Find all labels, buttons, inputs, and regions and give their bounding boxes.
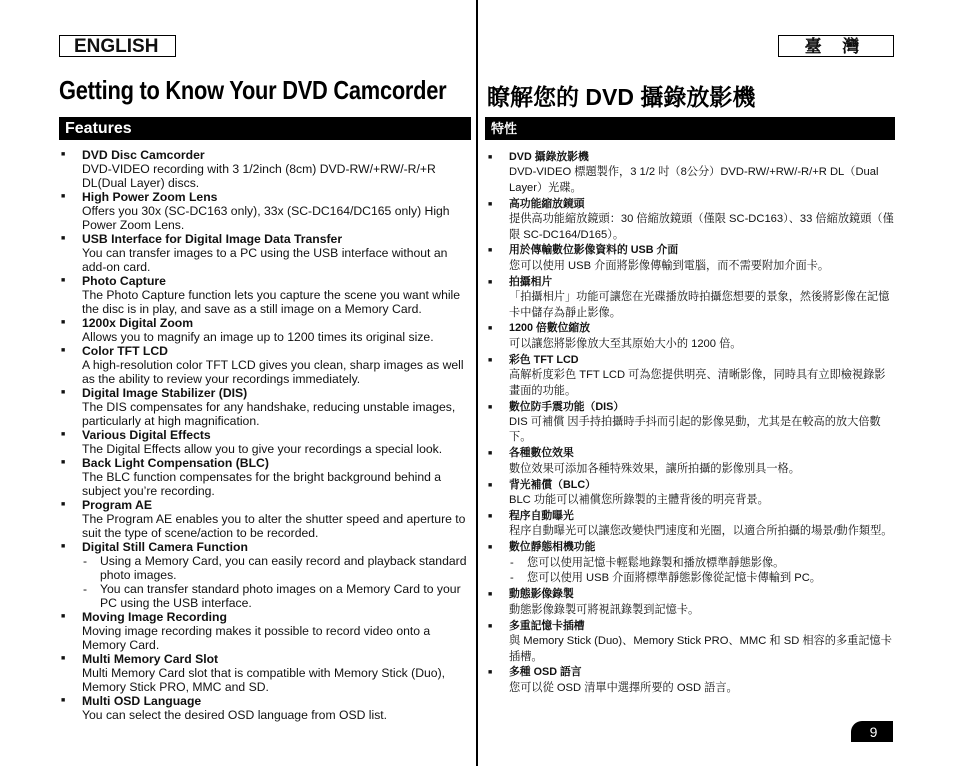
feature-title: 高功能縮放鏡頭 <box>509 197 585 210</box>
feature-sub-list <box>509 556 895 587</box>
dash-marker: - <box>510 572 514 585</box>
feature-sub-item <box>509 556 895 571</box>
feature-description: Offers you 30x (SC-DC163 only), 33x (SC-DC164/DC165 only) High Power Zoom Lens. <box>82 204 450 232</box>
feature-item <box>487 275 895 321</box>
feature-description: DVD-VIDEO recording with 3 1/2inch (8cm) DVD-RW/+RW/-R/+R DL(Dual Layer) discs. <box>82 162 436 190</box>
feature-item <box>487 446 895 477</box>
bullet-icon: ■ <box>488 278 493 286</box>
features-column-english <box>60 148 472 722</box>
feature-description: DIS 可補償 因手持拍攝時手抖而引起的影像晃動，尤其是在較高的放大倍數下。 <box>509 415 881 444</box>
feature-sub-item <box>82 582 472 610</box>
column-divider <box>476 0 478 766</box>
feature-sub-item <box>509 571 895 586</box>
section-heading-english: Features <box>59 117 471 140</box>
feature-description: 程序自動曝光可以讓您改變快門速度和光圈，以適合所拍攝的場景/動作類型。 <box>509 525 893 538</box>
feature-sub-text: 您可以使用記憶卡輕鬆地錄製和播放標準靜態影像。 <box>527 556 785 569</box>
bullet-icon: ■ <box>61 697 66 704</box>
feature-description: DVD-VIDEO 標題製作，3 1/2 吋（8公分）DVD-RW/+RW/-R/+R DL（Dual Layer）光碟。 <box>509 166 879 194</box>
feature-title: Digital Still Camera Function <box>82 540 248 554</box>
feature-item <box>487 321 895 352</box>
feature-description: Multi Memory Card slot that is compatible with Memory Stick (Duo), Memory Stick PRO, MMC and SD. <box>82 666 446 694</box>
feature-title: 數位靜態相機功能 <box>509 541 596 554</box>
feature-description: BLC 功能可以補償您所錄製的主體背後的明亮背景。 <box>509 493 769 506</box>
bullet-icon: ■ <box>61 501 66 508</box>
dash-marker: - <box>510 556 514 569</box>
feature-title: 1200 倍數位縮放 <box>509 322 591 335</box>
bullet-icon: ■ <box>488 403 493 411</box>
feature-item <box>487 400 895 446</box>
feature-description: 提供高功能縮放鏡頭：30 倍縮放鏡頭（僅限 SC-DC163）、33 倍縮放鏡頭（僅限 SC-DC164/D165）。 <box>509 213 894 241</box>
feature-list-english <box>60 148 472 722</box>
bullet-icon: ■ <box>488 200 493 208</box>
bullet-icon: ■ <box>61 151 66 158</box>
feature-description: You can select the desired OSD language from OSD list. <box>82 708 388 722</box>
feature-sub-text: 您可以使用 USB 介面將標準靜態影像從記憶卡傳輸到 PC。 <box>527 572 821 585</box>
feature-description: The Photo Capture function lets you capture the scene you want while the disc is in play, and save as a still image on a Memory Card. <box>82 288 461 316</box>
feature-description: You can transfer images to a PC using the USB interface without an add-on card. <box>82 246 448 274</box>
bullet-icon: ■ <box>488 247 493 255</box>
feature-title: Digital Image Stabilizer (DIS) <box>82 386 248 400</box>
bullet-icon: ■ <box>61 655 66 662</box>
feature-item <box>487 619 895 665</box>
feature-description: Moving image recording makes it possible to record video onto a Memory Card. <box>82 624 431 652</box>
feature-description: 動態影像錄製可將視訊錄製到記憶卡。 <box>509 603 700 616</box>
feature-item <box>487 478 895 509</box>
feature-title: Program AE <box>82 498 152 512</box>
feature-item <box>487 540 895 587</box>
bullet-icon: ■ <box>61 319 66 326</box>
language-label-english: ENGLISH <box>59 35 176 57</box>
feature-item <box>487 150 895 196</box>
feature-description: 您可以從 OSD 清單中選擇所要的 OSD 語言。 <box>509 681 738 694</box>
feature-item <box>60 428 472 456</box>
feature-title: High Power Zoom Lens <box>82 190 218 204</box>
feature-item <box>487 197 895 243</box>
feature-title: 多種 OSD 語言 <box>509 666 582 679</box>
feature-title: Various Digital Effects <box>82 428 211 442</box>
feature-title: USB Interface for Digital Image Data Transfer <box>82 232 343 246</box>
feature-title: 數位防手震功能（DIS） <box>509 400 625 413</box>
dash-marker: - <box>83 582 88 596</box>
page-number: 9 <box>851 721 893 742</box>
page-title-taiwan: 瞭解您的 DVD 攝錄放影機 <box>487 84 756 110</box>
bullet-icon: ■ <box>61 389 66 396</box>
feature-item <box>60 316 472 344</box>
feature-description: The DIS compensates for any handshake, reducing unstable images, particularly at high magnification. <box>82 400 456 428</box>
feature-description: The Digital Effects allow you to give your recordings a special look. <box>82 442 443 456</box>
feature-title: DVD 攝錄放影機 <box>509 151 589 163</box>
bullet-icon: ■ <box>488 512 493 520</box>
bullet-icon: ■ <box>61 459 66 466</box>
feature-item <box>487 587 895 618</box>
bullet-icon: ■ <box>488 622 493 630</box>
feature-item <box>487 509 895 540</box>
feature-title: Multi Memory Card Slot <box>82 652 219 666</box>
feature-title: Back Light Compensation (BLC) <box>82 456 269 470</box>
feature-description: 與 Memory Stick (Duo)、Memory Stick PRO、MMC 和 SD 相容的多重記憶卡插槽。 <box>509 635 892 663</box>
bullet-icon: ■ <box>488 544 493 552</box>
feature-description: 高解析度彩色 TFT LCD 可為您提供明亮、清晰影像，同時具有立即檢視錄影畫面的功能。 <box>509 369 886 397</box>
feature-item <box>60 498 472 540</box>
feature-title: Multi OSD Language <box>82 694 202 708</box>
feature-item <box>60 386 472 428</box>
feature-list-taiwan <box>487 150 895 696</box>
feature-description: Allows you to magnify an image up to 1200 times its original size. <box>82 330 434 344</box>
feature-description: A high-resolution color TFT LCD gives you clean, sharp images as well as the ability to review your recordings immediately. <box>82 358 464 386</box>
feature-item <box>60 456 472 498</box>
feature-title: 背光補償（BLC） <box>509 478 596 491</box>
bullet-icon: ■ <box>488 325 493 333</box>
feature-description: 可以讓您將影像放大至其原始大小的 1200 倍。 <box>509 337 742 350</box>
feature-sub-text: Using a Memory Card, you can easily record and playback standard photo images. <box>100 554 467 582</box>
dash-marker: - <box>83 554 88 568</box>
feature-title: 拍攝相片 <box>509 275 553 288</box>
feature-title: 用於傳輸數位影像資料的 USB 介面 <box>509 244 679 257</box>
bullet-icon: ■ <box>61 613 66 620</box>
feature-description: 您可以使用 USB 介面將影像傳輸到電腦，而不需要附加介面卡。 <box>509 259 830 272</box>
feature-title: 各種數位效果 <box>509 447 574 460</box>
feature-description: 「拍攝相片」功能可讓您在光碟播放時拍攝您想要的景象，然後將影像在記憶卡中儲存為靜止影像。 <box>509 291 890 319</box>
feature-item <box>60 694 472 722</box>
feature-item <box>60 344 472 386</box>
feature-sub-item <box>82 554 472 582</box>
feature-item <box>60 148 472 190</box>
feature-item <box>60 190 472 232</box>
bullet-icon: ■ <box>488 481 493 489</box>
bullet-icon: ■ <box>61 235 66 242</box>
feature-title: DVD Disc Camcorder <box>82 148 205 162</box>
bullet-icon: ■ <box>488 669 493 677</box>
bullet-icon: ■ <box>61 347 66 354</box>
feature-sub-list <box>82 554 472 610</box>
feature-sub-text: You can transfer standard photo images on a Memory Card to your PC using the USB interface. <box>100 582 461 610</box>
feature-item <box>487 353 895 399</box>
bullet-icon: ■ <box>488 356 493 364</box>
bullet-icon: ■ <box>488 450 493 458</box>
feature-item <box>60 274 472 316</box>
feature-title: Photo Capture <box>82 274 166 288</box>
feature-title: 程序自動曝光 <box>509 509 574 522</box>
feature-item <box>487 243 895 274</box>
feature-title: 彩色 TFT LCD <box>509 353 579 366</box>
page-title-english: Getting to Know Your DVD Camcorder <box>59 75 447 105</box>
feature-description: 數位效果可添加各種特殊效果，讓所拍攝的影像別具一格。 <box>509 462 800 475</box>
feature-description: The BLC function compensates for the bright background behind a subject you’re recording. <box>82 470 442 498</box>
bullet-icon: ■ <box>61 543 66 550</box>
feature-title: 動態影像錄製 <box>509 588 574 601</box>
bullet-icon: ■ <box>61 431 66 438</box>
bullet-icon: ■ <box>61 193 66 200</box>
feature-item <box>487 665 895 696</box>
feature-title: 多重記憶卡插槽 <box>509 619 585 632</box>
bullet-icon: ■ <box>61 277 66 284</box>
feature-item <box>60 540 472 610</box>
feature-description: The Program AE enables you to alter the shutter speed and aperture to suit the type of scene/action to be recorded. <box>82 512 466 540</box>
feature-title: Color TFT LCD <box>82 344 168 358</box>
bullet-icon: ■ <box>488 591 493 599</box>
features-column-taiwan <box>487 150 895 697</box>
section-heading-taiwan: 特性 <box>485 117 895 140</box>
feature-item <box>60 232 472 274</box>
feature-item <box>60 610 472 652</box>
feature-title: Moving Image Recording <box>82 610 227 624</box>
feature-title: 1200x Digital Zoom <box>82 316 194 330</box>
language-label-taiwan: 臺 灣 <box>778 35 894 57</box>
bullet-icon: ■ <box>488 154 493 161</box>
feature-item <box>60 652 472 694</box>
